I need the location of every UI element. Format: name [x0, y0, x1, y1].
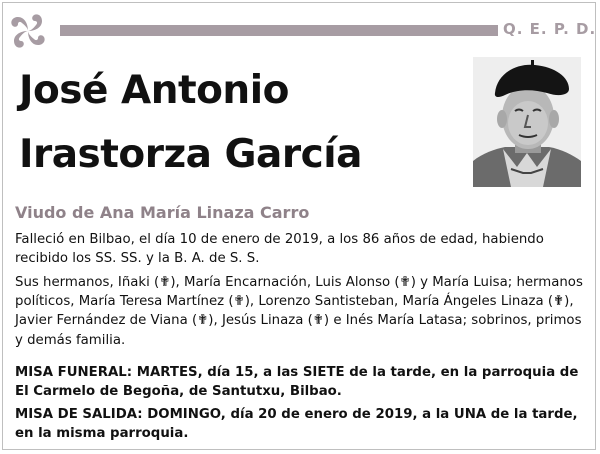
funeral-mass-text: MISA FUNERAL: MARTES, día 15, a las SIETE de la tarde, en la parroquia de El Carmelo de Begoña, de Santutxu, Bilbao. [15, 365, 579, 400]
portrait-photo [473, 57, 581, 187]
deceased-name-last: Irastorza García [19, 132, 362, 177]
header-bar [60, 25, 498, 36]
departure-mass-text: MISA DE SALIDA: DOMINGO, día 20 de enero de 2019, a la UNA de la tarde, en la misma parroquia. [15, 407, 578, 442]
deceased-name-first: José Antonio [19, 68, 289, 113]
qepd-label: Q. E. P. D. [503, 20, 597, 38]
family-text: Sus hermanos, Iñaki (✟), María Encarnación, Luis Alonso (✟) y María Luisa; hermanos políticos, María Teresa Martínez (✟), Lorenzo Santisteban, María Ángeles Linaza (✟), Javier Fernández de Viana (✟), Jesús Linaza (✟) e Inés María Latasa; sobrinos, primos y demás familia. [15, 275, 583, 348]
death-notice-text: Falleció en Bilbao, el día 10 de enero de 2019, a los 86 años de edad, habiendo recibido los SS. SS. y la B. A. de S. S. [15, 232, 544, 267]
spouse-subtitle: Viudo de Ana María Linaza Carro [15, 203, 310, 222]
lauburu-icon [4, 9, 52, 53]
